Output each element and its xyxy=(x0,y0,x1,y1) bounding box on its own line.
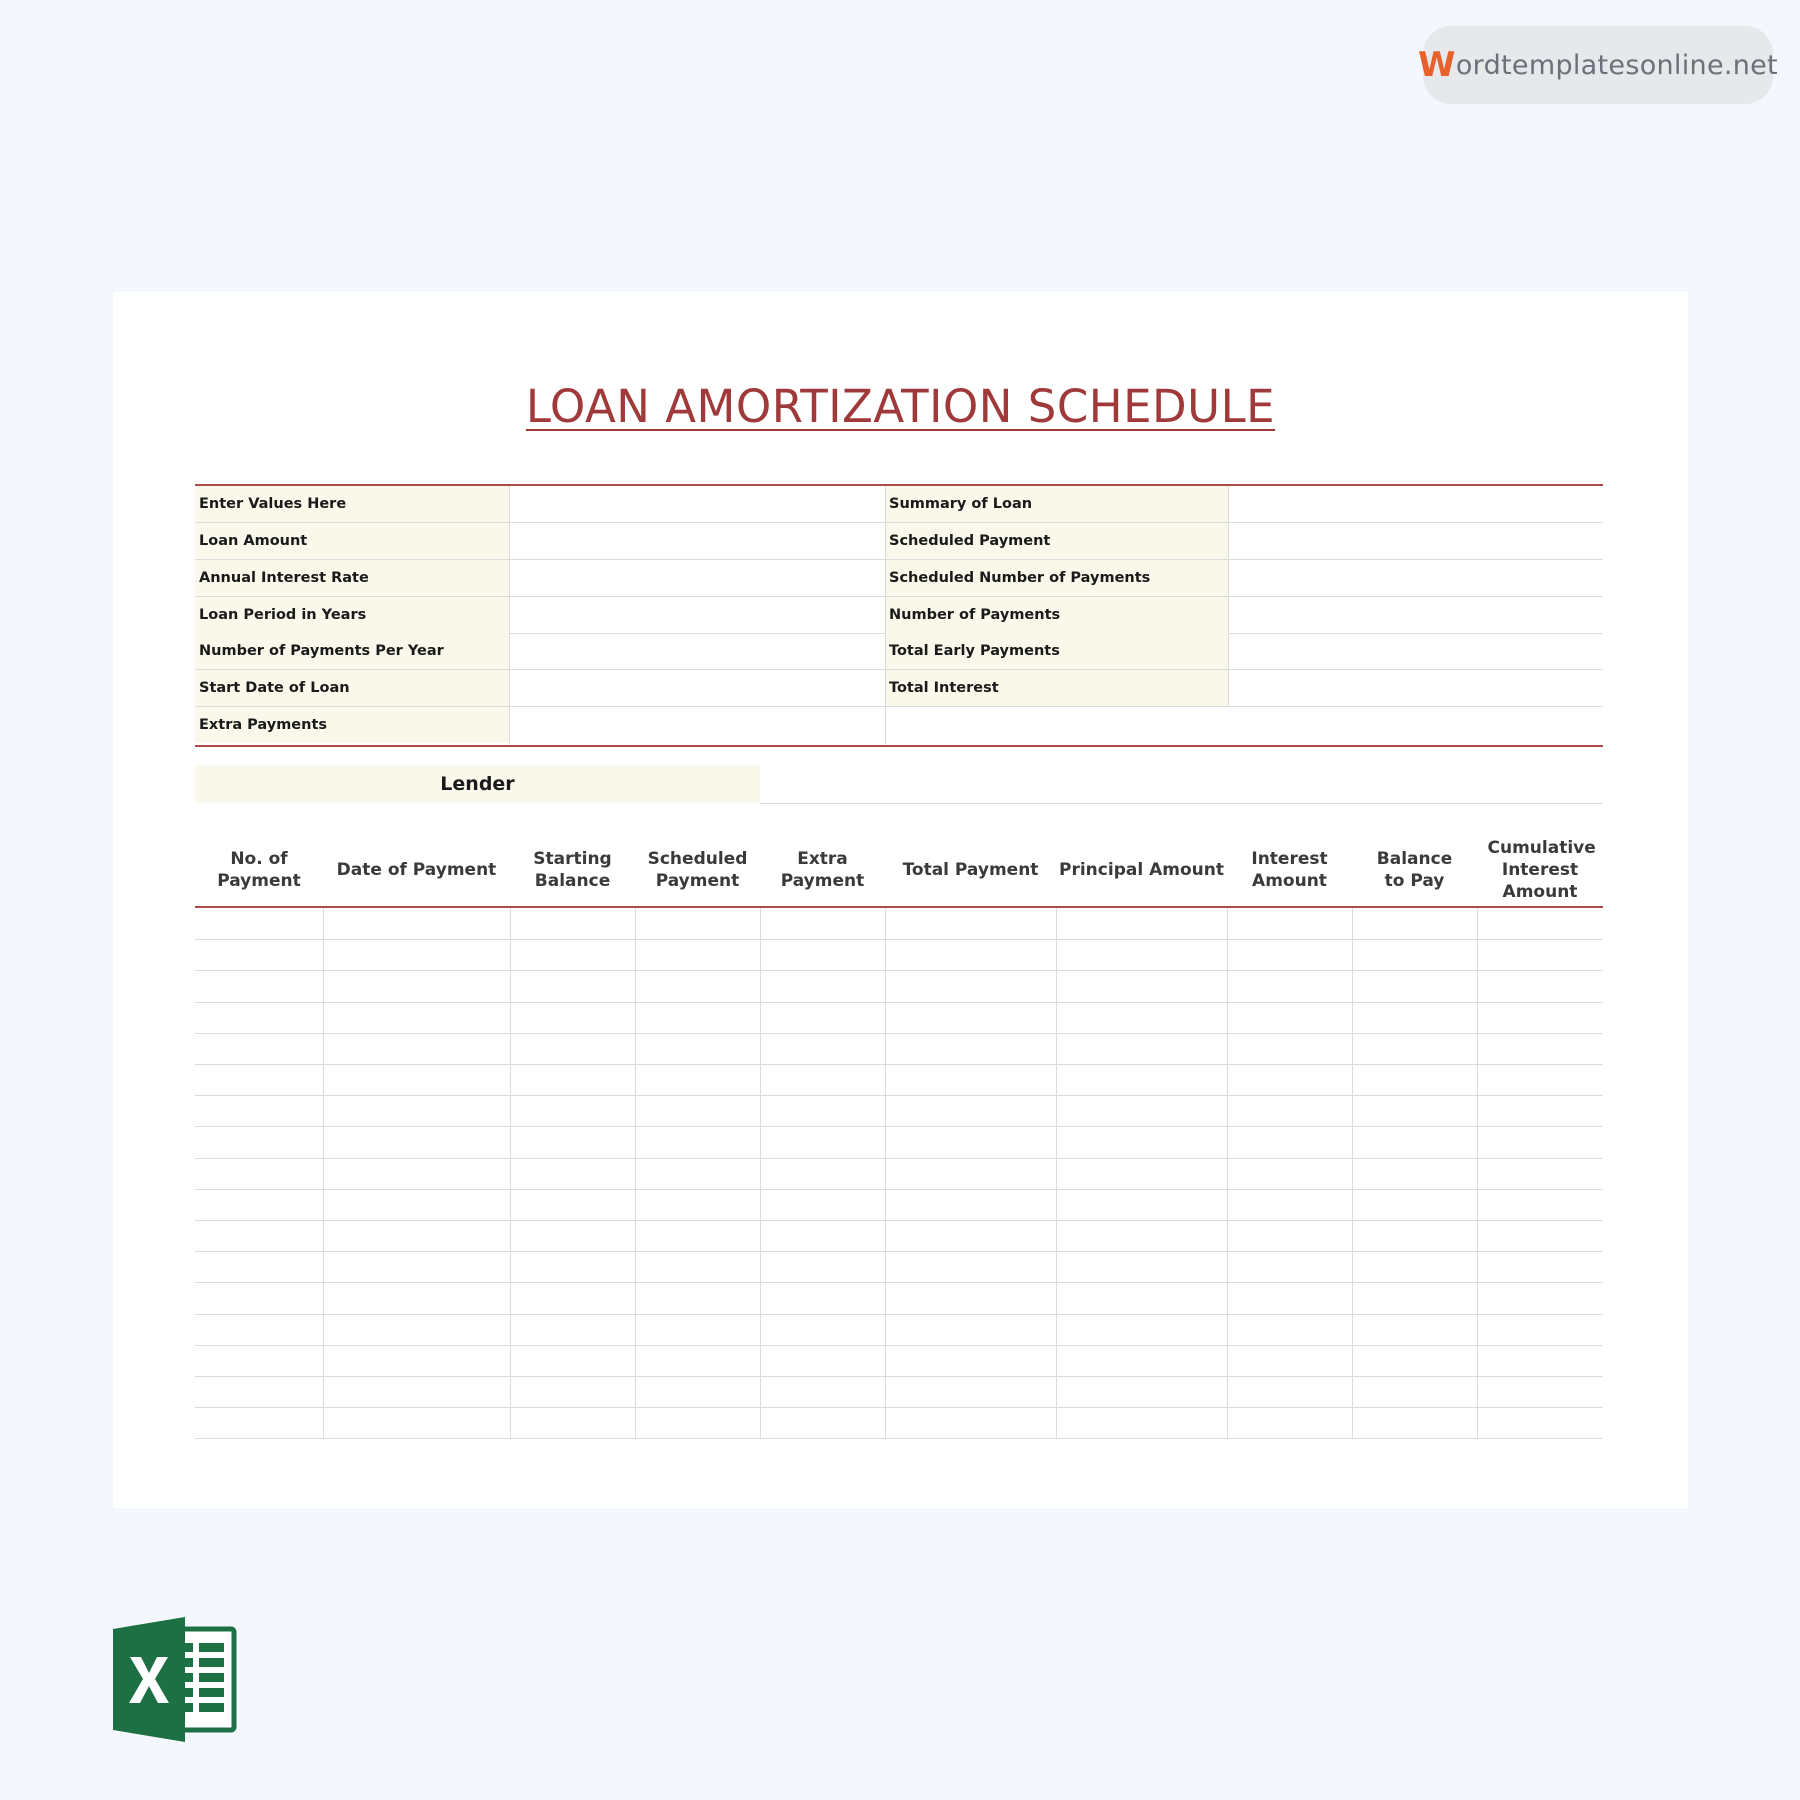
input-row xyxy=(195,560,885,597)
column-header: Balance to Pay xyxy=(1376,848,1453,891)
table-row-line xyxy=(195,1189,1603,1190)
input-label: Loan Period in Years xyxy=(195,597,509,633)
input-row xyxy=(195,670,885,707)
summary-label: Scheduled Payment xyxy=(885,523,1228,559)
lender-label: Lender xyxy=(195,765,760,803)
table-row-line xyxy=(195,1095,1603,1096)
table-row-line xyxy=(195,1407,1603,1408)
table-column-line xyxy=(1056,908,1057,1438)
table-row-line xyxy=(195,1438,1603,1439)
watermark-text: ordtemplatesonline.net xyxy=(1455,49,1778,81)
column-header: Extra Payment xyxy=(780,848,865,891)
lender-value-line xyxy=(760,803,1603,804)
input-label: Number of Payments Per Year xyxy=(195,633,509,669)
spreadsheet-page xyxy=(113,292,1688,1508)
column-header: Starting Balance xyxy=(533,848,612,891)
page-title: LOAN AMORTIZATION SCHEDULE xyxy=(525,380,1276,433)
column-header: Total Payment xyxy=(902,859,1039,880)
table-column-line xyxy=(510,908,511,1438)
summary-row xyxy=(885,597,1603,634)
table-row-line xyxy=(195,1345,1603,1346)
table-row-line xyxy=(195,1033,1603,1034)
table-row-line xyxy=(195,1314,1603,1315)
table-column-line xyxy=(1227,908,1228,1438)
table-column-line xyxy=(1477,908,1478,1438)
input-row xyxy=(195,486,885,523)
input-row xyxy=(195,597,885,634)
input-label: Start Date of Loan xyxy=(195,670,509,706)
divider xyxy=(885,486,886,745)
table-row-line xyxy=(195,970,1603,971)
column-header: Interest Amount xyxy=(1251,848,1328,891)
input-row xyxy=(195,523,885,560)
summary-label: Scheduled Number of Payments xyxy=(885,560,1228,596)
watermark-badge xyxy=(1418,26,1778,104)
summary-label: Total Early Payments xyxy=(885,633,1228,669)
column-header: Date of Payment xyxy=(336,859,497,880)
summary-row xyxy=(885,560,1603,597)
column-header: Principal Amount xyxy=(1059,859,1224,880)
summary-row xyxy=(885,523,1603,560)
input-label: Annual Interest Rate xyxy=(195,560,509,596)
table-column-line xyxy=(885,908,886,1438)
divider xyxy=(1228,486,1229,707)
summary-label: Summary of Loan xyxy=(885,486,1228,522)
summary-row xyxy=(885,486,1603,523)
table-header xyxy=(195,833,1603,908)
input-label: Loan Amount xyxy=(195,523,509,559)
column-header: No. of Payment xyxy=(217,848,301,891)
table-row-line xyxy=(195,1282,1603,1283)
summary-row xyxy=(885,633,1603,670)
watermark-first-letter: W xyxy=(1418,45,1456,85)
divider xyxy=(509,486,510,745)
table-row-line xyxy=(195,1126,1603,1127)
excel-icon xyxy=(113,1617,238,1742)
input-row xyxy=(195,633,885,670)
column-header: Cumulative Interest Amount xyxy=(1487,837,1596,902)
summary-label: Number of Payments xyxy=(885,597,1228,633)
summary-row xyxy=(885,670,1603,707)
input-label: Extra Payments xyxy=(195,707,509,743)
input-label: Enter Values Here xyxy=(195,486,509,522)
table-column-line xyxy=(323,908,324,1438)
table-column-line xyxy=(635,908,636,1438)
table-row-line xyxy=(195,1002,1603,1003)
table-column-line xyxy=(1352,908,1353,1438)
table-row-line xyxy=(195,1376,1603,1377)
table-row-line xyxy=(195,1251,1603,1252)
table-row-line xyxy=(195,939,1603,940)
input-row xyxy=(195,707,885,743)
table-row-line xyxy=(195,1158,1603,1159)
table-column-line xyxy=(760,908,761,1438)
loan-info-block xyxy=(195,484,1603,747)
table-row-line xyxy=(195,1220,1603,1221)
column-header: Scheduled Payment xyxy=(647,848,748,891)
summary-label: Total Interest xyxy=(885,670,1228,706)
table-body xyxy=(195,908,1603,1438)
table-row-line xyxy=(195,1064,1603,1065)
